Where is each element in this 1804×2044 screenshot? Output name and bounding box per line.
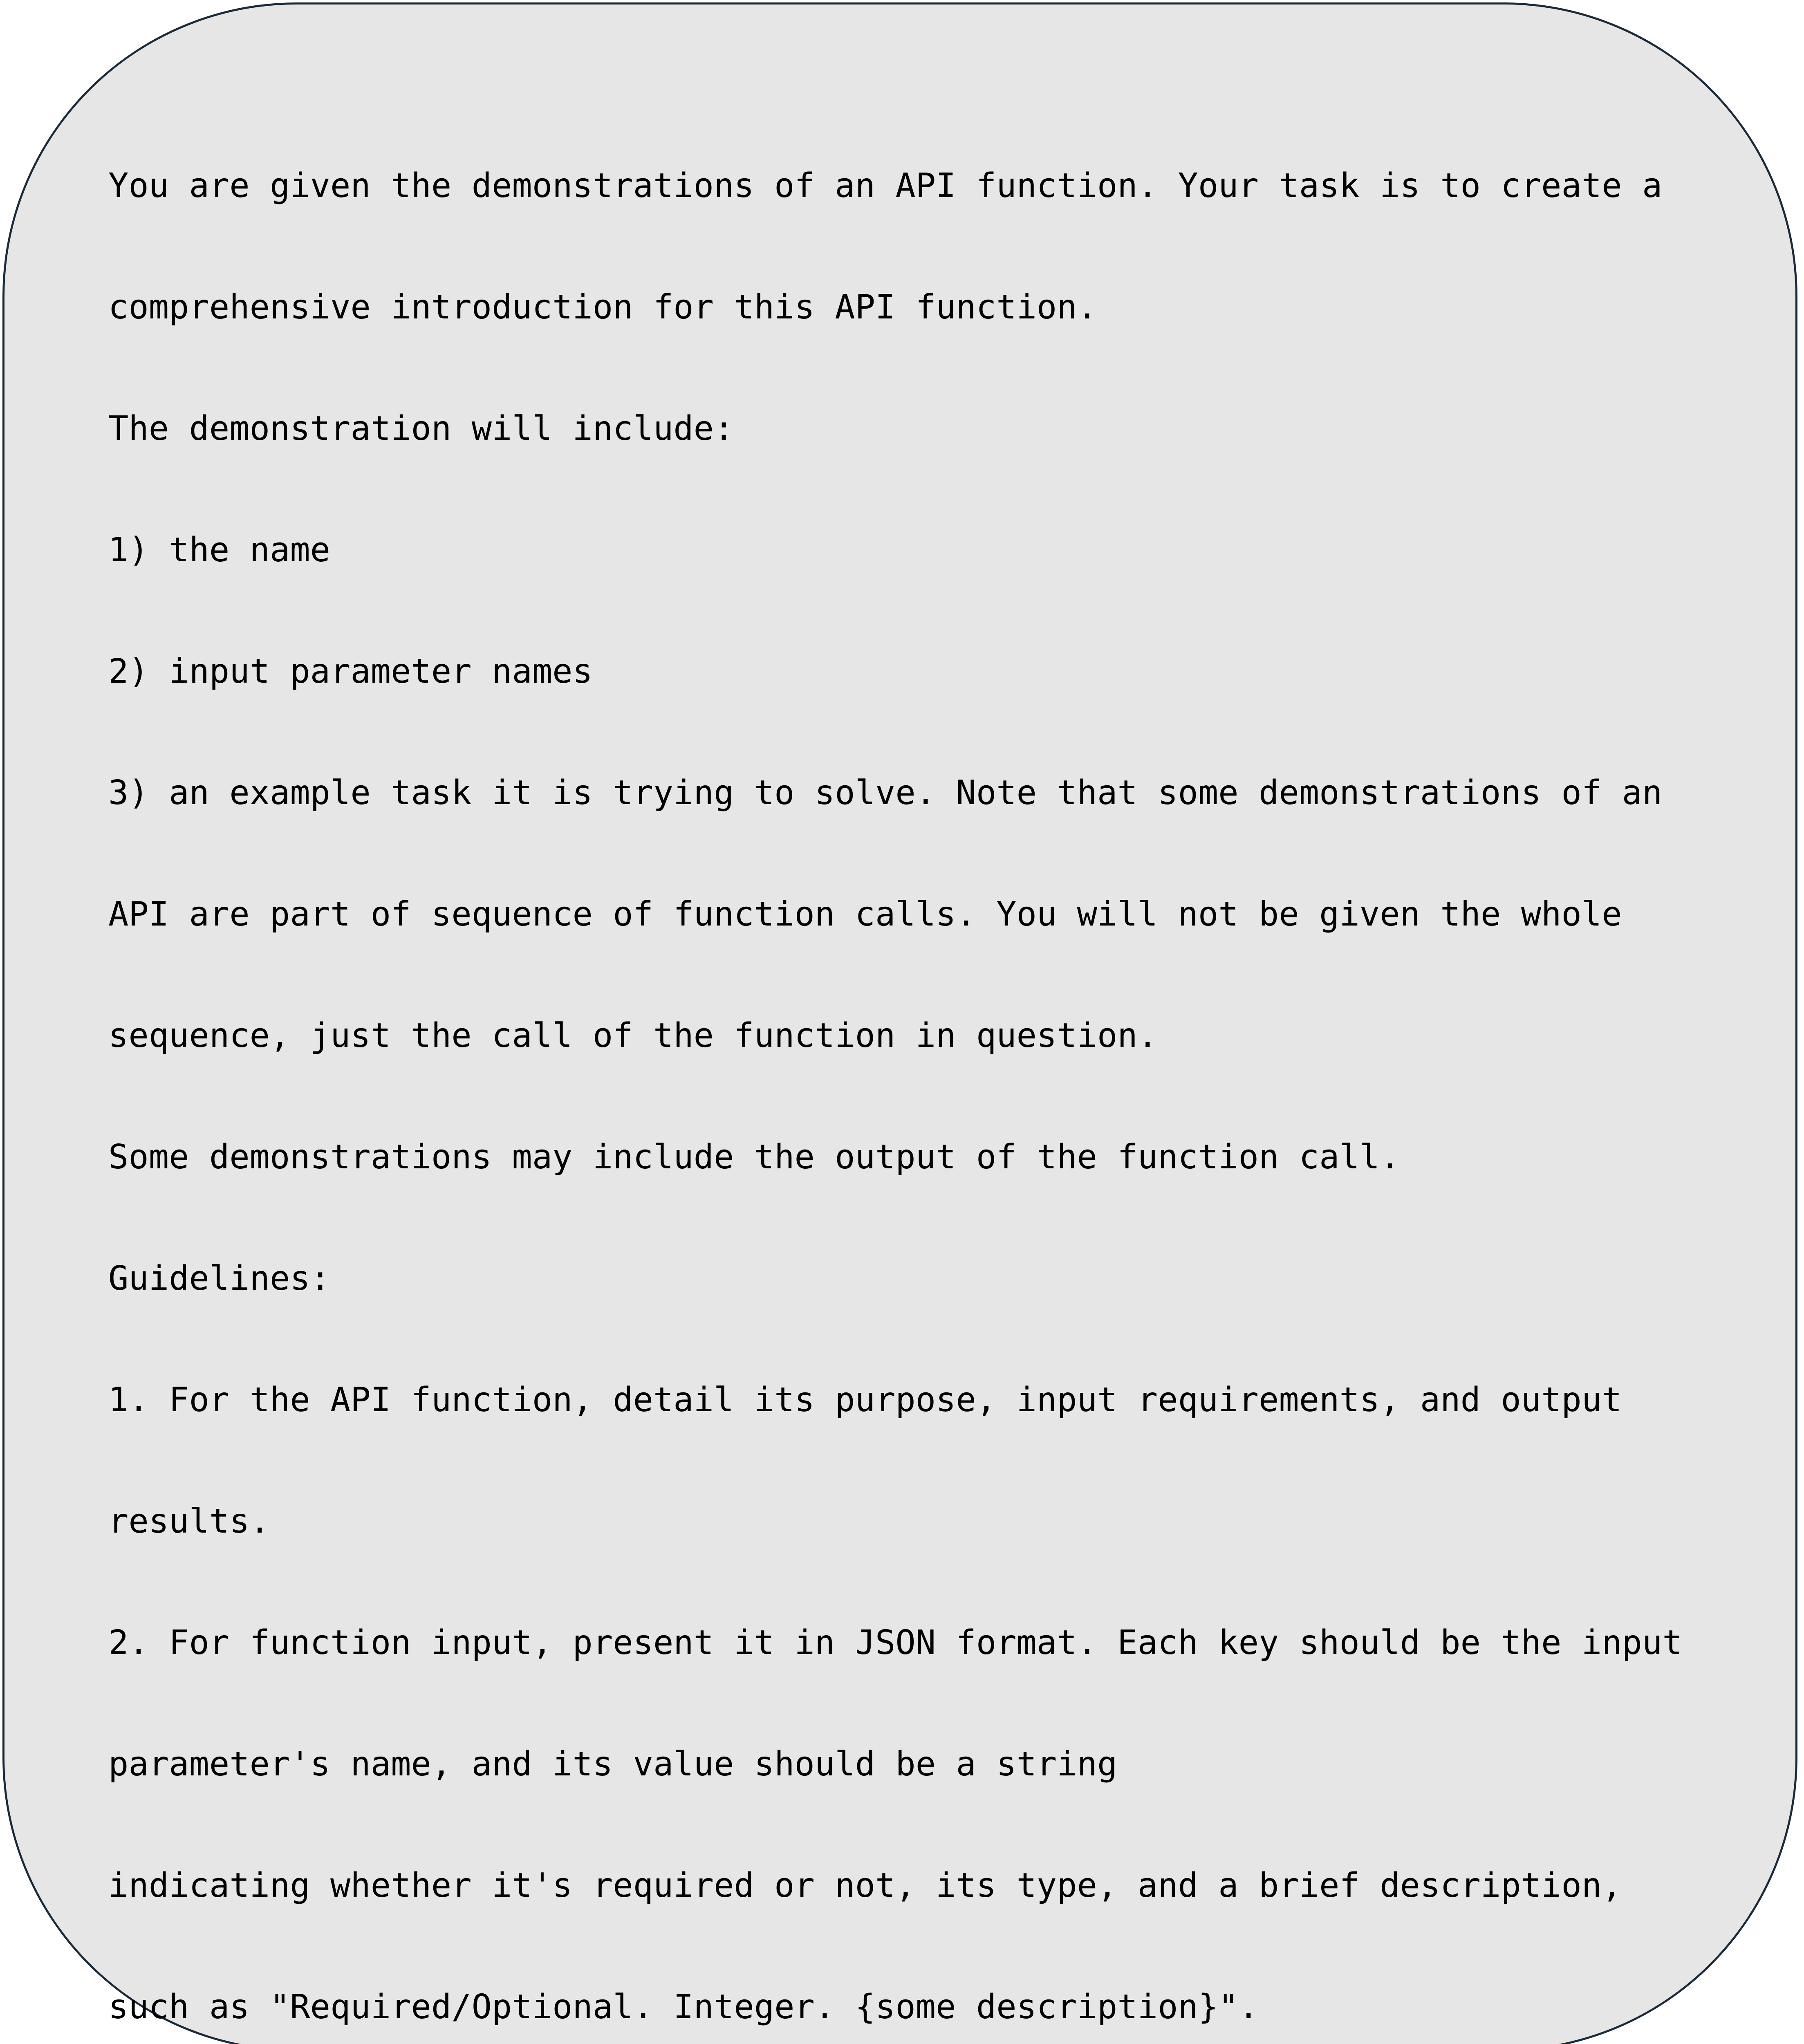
prompt-line: comprehensive introduction for this API function. (108, 288, 1098, 327)
prompt-line: parameter's name, and its value should be a string (108, 1745, 1118, 1784)
prompt-line: sequence, just the call of the function in question. (108, 1016, 1158, 1055)
prompt-line: Some demonstrations may include the output of the function call. (108, 1138, 1400, 1177)
prompt-line: such as "Required/Optional. Integer. {some description}". (108, 1988, 1259, 2026)
prompt-line: The demonstration will include: (108, 409, 734, 448)
prompt-line: 1. For the API function, detail its purpose, input requirements, and output (108, 1381, 1622, 1419)
prompt-text (108, 85, 1743, 2044)
prompt-line: 3) an example task it is trying to solve. Note that some demonstrations of an (108, 773, 1663, 812)
prompt-line: API are part of sequence of function calls. You will not be given the whole (108, 895, 1622, 934)
prompt-line: 2. For function input, present it in JSON format. Each key should be the input (108, 1623, 1683, 1662)
prompt-line: Guidelines: (108, 1259, 331, 1298)
prompt-line: You are given the demonstrations of an API function. Your task is to create a (108, 166, 1663, 205)
prompt-box (2, 2, 1797, 2044)
prompt-line: 1) the name (108, 531, 331, 569)
prompt-line: 2) input parameter names (108, 652, 593, 691)
prompt-line: results. (108, 1502, 270, 1541)
prompt-line: indicating whether it's required or not, its type, and a brief description, (108, 1866, 1622, 1905)
